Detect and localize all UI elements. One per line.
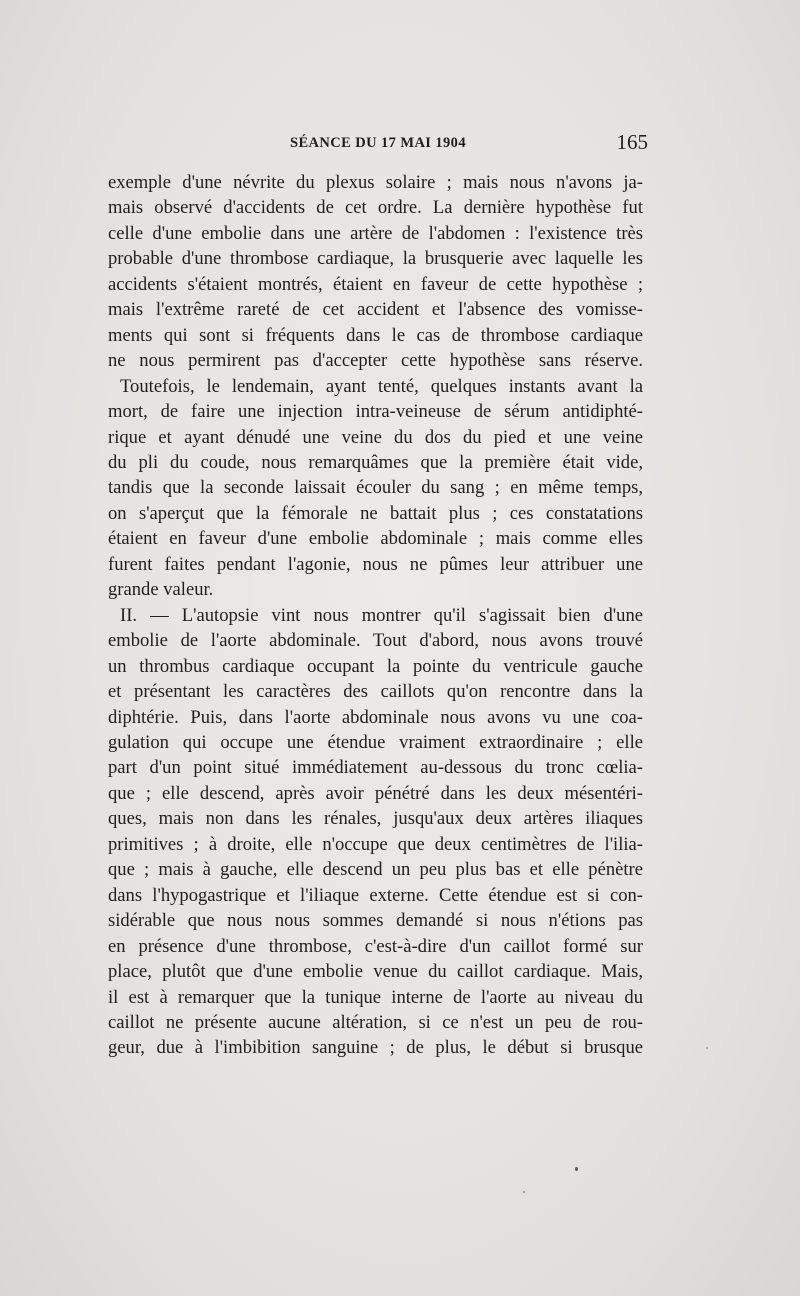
text-line: et présentant les caractères des caillots qu'on rencontre dans la <box>108 681 643 703</box>
text-line: il est à remarquer que la tunique interne de l'aorte au niveau du <box>108 986 643 1008</box>
text-line: mais observé d'accidents de cet ordre. La dernière hypothèse fut <box>108 197 643 219</box>
text-line: Toutefois, le lendemain, ayant tenté, quelques instants avant la <box>120 375 643 397</box>
text-line: en présence d'une thrombose, c'est-à-dire d'un caillot formé sur <box>108 935 643 957</box>
text-line: mais l'extrême rareté de cet accident et l'absence des vomisse- <box>108 299 643 321</box>
text-line: grande valeur. <box>108 579 214 601</box>
text-line: furent faites pendant l'agonie, nous ne pûmes leur attribuer une <box>108 553 643 575</box>
text-line: tandis que la seconde laissait écouler du sang ; en même temps, <box>108 477 643 499</box>
text-line: probable d'une thrombose cardiaque, la brusquerie avec laquelle les <box>108 248 643 270</box>
text-line: ments qui sont si fréquents dans le cas de thrombose cardiaque <box>108 324 643 346</box>
text-line: embolie de l'aorte abdominale. Tout d'abord, nous avons trouvé <box>108 630 643 652</box>
text-line: celle d'une embolie dans une artère de l'abdomen : l'existence très <box>108 222 643 244</box>
text-line: un thrombus cardiaque occupant la pointe du ventricule gauche <box>108 655 643 677</box>
page-number: 165 <box>616 130 648 154</box>
text-line: caillot ne présente aucune altération, si ce n'est un peu de rou- <box>108 1011 643 1033</box>
text-line: primitives ; à droite, elle n'occupe que deux centimètres de l'ilia- <box>108 833 643 855</box>
text-line: place, plutôt que d'une embolie venue du caillot cardiaque. Mais, <box>108 961 643 983</box>
text-line: étaient en faveur d'une embolie abdominale ; mais comme elles <box>108 528 643 550</box>
running-header <box>108 132 648 156</box>
text-line: ques, mais non dans les rénales, jusqu'aux deux artères iliaques <box>108 808 643 830</box>
text-line: II. — L'autopsie vint nous montrer qu'il s'agissait bien d'une <box>120 604 643 626</box>
text-line: diphtérie. Puis, dans l'aorte abdominale nous avons vu une coa- <box>108 706 643 728</box>
text-line: que ; mais à gauche, elle descend un peu plus bas et elle pénètre <box>108 859 643 881</box>
text-line: dans l'hypogastrique et l'iliaque externe. Cette étendue est si con- <box>108 884 643 906</box>
text-line: on s'aperçut que la fémorale ne battait plus ; ces constatations <box>108 502 643 524</box>
text-line: geur, due à l'imbibition sanguine ; de plus, le début si brusque <box>108 1037 643 1059</box>
text-line: que ; elle descend, après avoir pénétré dans les deux mésentéri- <box>108 782 643 804</box>
text-line: du pli du coude, nous remarquâmes que la première était vide, <box>108 451 643 473</box>
paper-speck <box>523 1191 525 1193</box>
text-line: part d'un point situé immédiatement au-dessous du tronc cœlia- <box>108 757 643 779</box>
text-line: exemple d'une névrite du plexus solaire ; mais nous n'avons ja- <box>108 172 643 193</box>
text-line: gulation qui occupe une étendue vraiment extraordinaire ; elle <box>108 731 643 753</box>
text-line: sidérable que nous nous sommes demandé si nous n'étions pas <box>108 910 643 932</box>
body-text <box>108 170 643 1061</box>
text-line: ne nous permirent pas d'accepter cette hypothèse sans réserve. <box>108 350 643 372</box>
paper-speck <box>575 1167 578 1171</box>
text-line: mort, de faire une injection intra-veineuse de sérum antidiphté- <box>108 401 643 423</box>
paper-speck <box>706 1047 708 1049</box>
running-title: SÉANCE DU 17 MAI 1904 <box>290 135 466 151</box>
text-line: rique et ayant dénudé une veine du dos du pied et une veine <box>108 426 643 448</box>
text-line: accidents s'étaient montrés, étaient en faveur de cette hypothèse ; <box>108 273 643 295</box>
